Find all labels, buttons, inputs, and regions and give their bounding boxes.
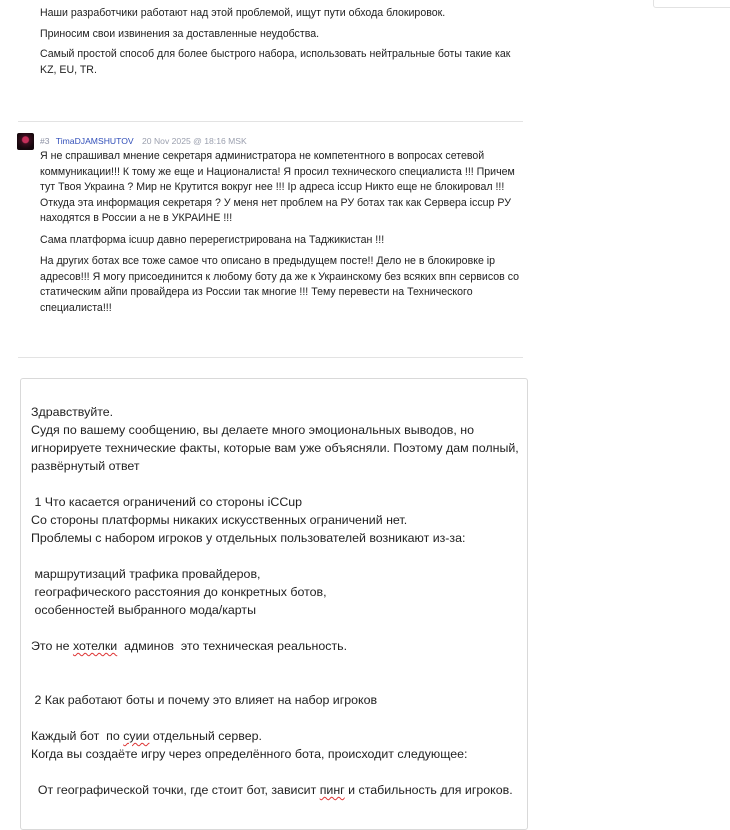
post-date: 20 Nov 2025 @ 18:16 MSK: [142, 136, 247, 146]
reply-line: Каждый бот по суии отдельный сервер.: [31, 729, 262, 743]
reply-line: Со стороны платформы никаких искусственных ограничений нет.: [31, 513, 408, 527]
reply-line: Когда вы создаёте игру через определённого бота, происходит следующее:: [31, 747, 468, 761]
reply-line: 2 Как работают боты и почему это влияет на набор игроков: [31, 693, 378, 707]
post-1-line: Приносим свои извинения за доставленные неудобства.: [40, 27, 320, 40]
reply-line: От географической точки, где стоит бот, зависит пинг и стабильность для игроков.: [31, 783, 513, 797]
reply-line: [31, 619, 521, 637]
sidebar-widget: [653, 0, 730, 8]
reply-line: Это не хотелки админов это техническая реальность.: [31, 639, 348, 653]
spellcheck-word: суии: [123, 729, 150, 743]
post-divider: [18, 357, 523, 358]
user-avatar[interactable]: [17, 133, 34, 150]
reply-line: [31, 673, 521, 691]
post-divider: [18, 121, 523, 122]
post-2-header: [40, 135, 247, 147]
spellcheck-word: пинг: [319, 783, 345, 797]
reply-line: [31, 475, 521, 493]
reply-line: Здравствуйте.: [31, 405, 114, 419]
author-link[interactable]: TimaDJAMSHUTOV: [55, 136, 134, 146]
post-1-line: Наши разработчики работают над этой проблемой, ищут пути обхода блокировок.: [40, 7, 446, 19]
reply-line: Судя по вашему сообщению, вы делаете много эмоциональных выводов, но игнорируете технические факты, которые вам уже объясняли. Поэтому дам полный, развёрнутый ответ: [31, 423, 523, 473]
post-1-body: [40, 6, 526, 78]
post-2-paragraph: На других ботах все тоже самое что описано в предыдущем посте!! Дело не в блокировке ip адресов!!! Я могу присоединится к любому боту да же к Украинскому без всяких впн сервисов со статическим айпи провайдера из России так многие !!! Тему перевести на Технического специалиста!!!: [40, 255, 520, 314]
reply-line: географического расстояния до конкретных ботов,: [31, 585, 327, 599]
post-2-paragraph: Сама платформа icuup давно перерегистрирована на Таджикистан !!!: [40, 233, 385, 246]
post-2-paragraph: Я не спрашивал мнение секретаря администратора не компетентного в вопросах сетевой коммуникации!!! К тому же еще и Националиста! Я просил технического специалиста !!! Причем тут Твоя Украина ? Мир не Крутится вокруг нее !!! Ip адреса iccup Никто еще не блокировал !!! Откуда эта информация секретаря ? У меня нет проблем на РУ ботах так как Сервера iccup РУ находятся в России а не в УКРАИНЕ !!!: [40, 150, 515, 224]
spellcheck-word: хотелки: [72, 639, 118, 653]
reply-editor-content[interactable]: [31, 403, 521, 799]
post-1-line: Самый простой способ для более быстрого набора, использовать нейтральные боты такие как KZ, EU, TR.: [40, 48, 511, 76]
post-2-body: [40, 149, 526, 322]
post-number-link[interactable]: #3: [40, 136, 50, 146]
reply-line: [31, 763, 521, 781]
reply-line: 1 Что касается ограничений со стороны iCCup: [31, 495, 303, 509]
reply-editor[interactable]: [20, 378, 528, 830]
reply-line: маршрутизаций трафика провайдеров,: [31, 567, 261, 581]
reply-line: [31, 655, 521, 673]
reply-line: [31, 547, 521, 565]
reply-line: [31, 709, 521, 727]
reply-line: Проблемы с набором игроков у отдельных пользователей возникают из-за:: [31, 531, 466, 545]
reply-line: особенностей выбранного мода/карты: [31, 603, 256, 617]
